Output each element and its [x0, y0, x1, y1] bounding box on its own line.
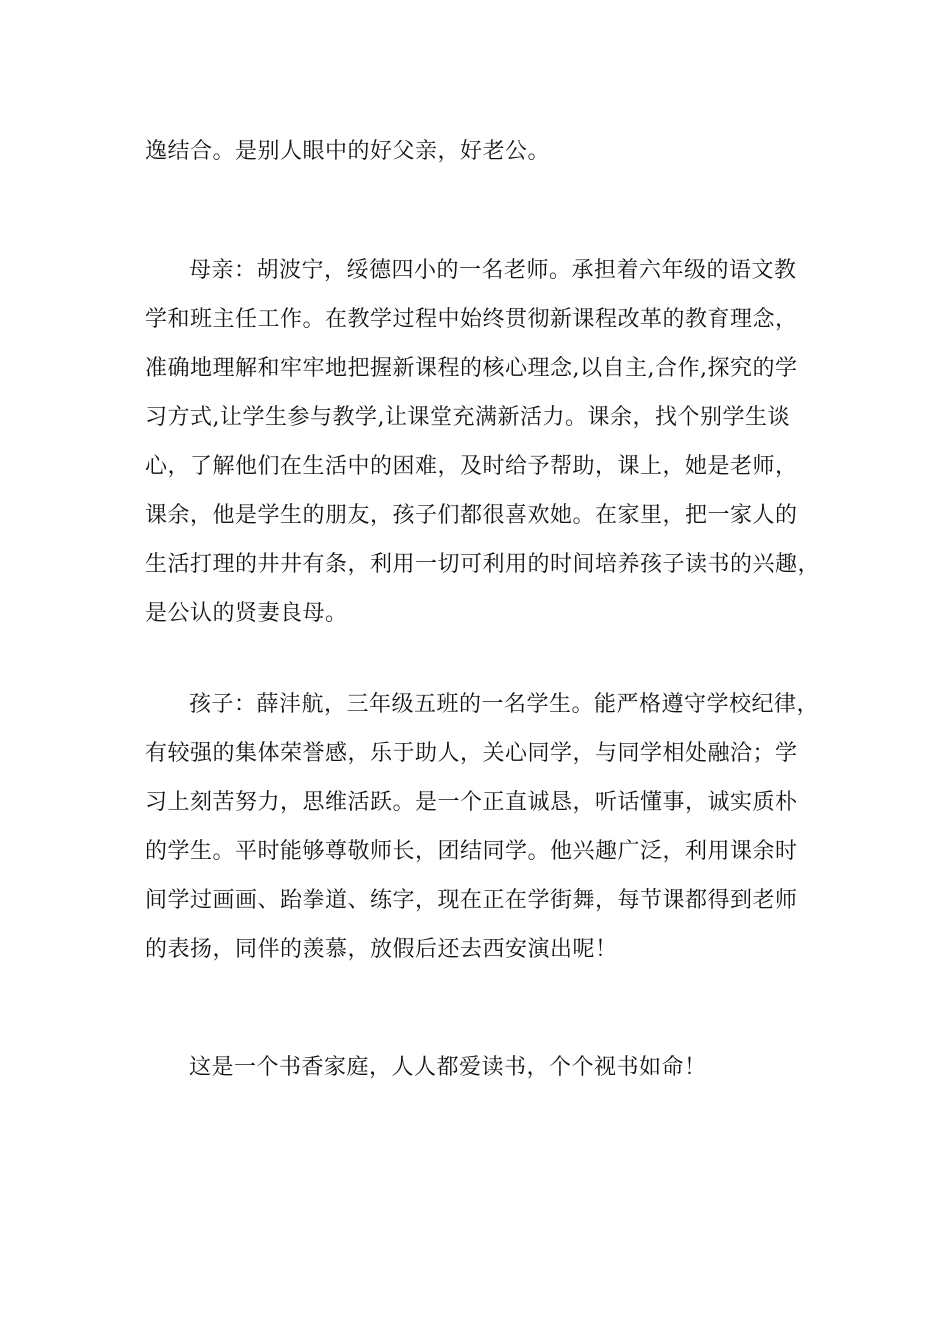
text-line: 习方式,让学生参与教学,让课堂充满新活力。课余，找个别学生谈 [145, 405, 790, 430]
paragraph-father-continued [145, 127, 815, 176]
text-line: 孩子：薛沣航，三年级五班的一名学生。能严格遵守学校纪律， [189, 692, 820, 717]
text-line: 有较强的集体荣誉感，乐于助人，关心同学，与同学相处融洽；学 [145, 741, 798, 766]
text-line: 是公认的贤妻良母。 [145, 601, 348, 626]
text-line: 生活打理的井井有条，利用一切可利用的时间培养孩子读书的兴趣， [145, 552, 821, 577]
text-line: 学和班主任工作。在教学过程中始终贯彻新课程改革的教育理念， [145, 307, 798, 332]
text-line: 的学生。平时能够尊敬师长，团结同学。他兴趣广泛，利用课余时 [145, 839, 798, 864]
paragraph-conclusion [145, 1043, 815, 1092]
paragraph-mother [145, 246, 821, 638]
text-line: 母亲：胡波宁，绥德四小的一名老师。承担着六年级的语文教 [189, 258, 797, 283]
text-line: 逸结合。是别人眼中的好父亲，好老公。 [145, 139, 551, 164]
text-line: 习上刻苦努力，思维活跃。是一个正直诚恳，听话懂事，诚实质朴 [145, 790, 798, 815]
text-line: 心，了解他们在生活中的困难，及时给予帮助，课上，她是老师， [145, 454, 798, 479]
text-line: 这是一个书香家庭，人人都爱读书，个个视书如命！ [189, 1055, 707, 1080]
paragraph-child [145, 680, 820, 974]
text-line: 准确地理解和牢牢地把握新课程的核心理念,以自主,合作,探究的学 [145, 356, 798, 381]
text-line: 间学过画画、跆拳道、练字，现在正在学街舞，每节课都得到老师 [145, 888, 798, 913]
text-line: 的表扬，同伴的羡慕，放假后还去西安演出呢！ [145, 937, 618, 962]
text-line: 课余，他是学生的朋友，孩子们都很喜欢她。在家里，把一家人的 [145, 503, 798, 528]
